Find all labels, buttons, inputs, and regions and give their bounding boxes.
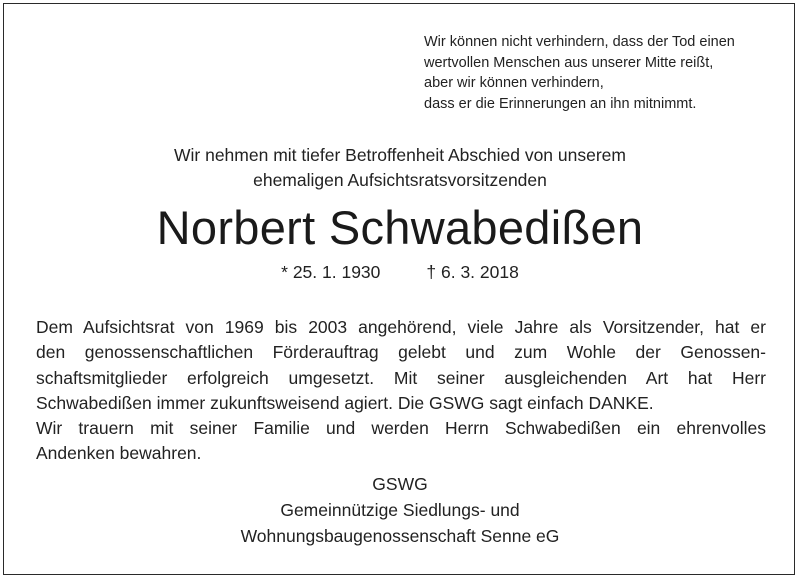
tribute-line: schaftsmitglieder erfolgreich umgesetzt. Mit seiner ausgleichenden Art hat Herr — [36, 367, 766, 388]
quote-line: aber wir können verhindern, — [424, 75, 604, 91]
life-dates — [0, 260, 800, 284]
tribute-line: Dem Aufsichtsrat von 1969 bis 2003 angehörend, viele Jahre als Vorsitzender, hat er — [36, 317, 766, 337]
quote-line: dass er die Erinnerungen an ihn mitnimmt. — [424, 95, 697, 112]
intro-line-2: ehemaligen Aufsichtsratsvorsitzenden — [253, 170, 547, 190]
tribute-text — [36, 315, 766, 467]
tribute-line: Schwabedißen immer zukunftsweisend agiert. Die GSWG sagt einfach DANKE. — [36, 392, 654, 413]
intro-text — [0, 143, 800, 193]
organization-name-line-2: Wohnungsbaugenossenschaft Senne eG — [240, 526, 560, 546]
memorial-quote — [424, 32, 784, 114]
quote-line: Wir können nicht verhindern, dass der Tod einen — [424, 34, 735, 50]
intro-line-1: Wir nehmen mit tiefer Betroffenheit Abschied von unserem — [174, 145, 626, 165]
organization-name-line-1: Gemeinnützige Siedlungs- und — [280, 500, 520, 520]
tribute-line: den genossenschaftlichen Förderauftrag gelebt und zum Wohle der Genossen- — [36, 342, 766, 363]
deceased-name: Norbert Schwabedißen — [156, 201, 644, 254]
mourning-line: Wir trauern mit seiner Familie und werden Herrn Schwabedißen ein ehrenvolles — [36, 418, 766, 439]
birth-date: * 25. 1. 1930 — [281, 262, 381, 282]
mourning-line: Andenken bewahren. — [36, 443, 202, 464]
quote-line: wertvollen Menschen aus unserer Mitte reißt, — [424, 54, 714, 71]
signature-block — [0, 471, 800, 549]
death-date: † 6. 3. 2018 — [426, 262, 519, 282]
organization-abbreviation: GSWG — [372, 474, 428, 494]
